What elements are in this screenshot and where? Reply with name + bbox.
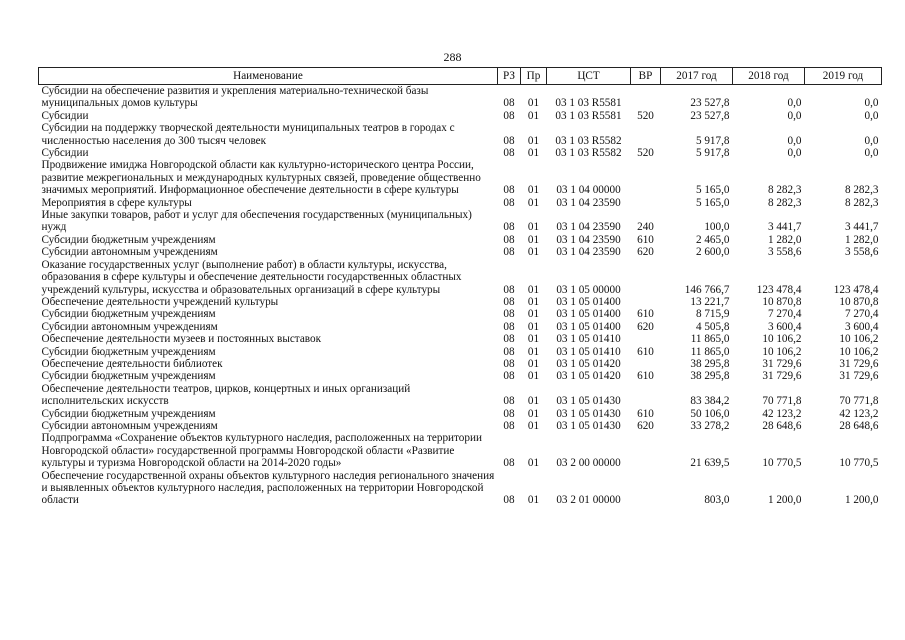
row-name: Субсидии на поддержку творческой деятельности муниципальных театров в городах с численностью населения до 300 тысяч человек (41, 122, 455, 147)
row-rz: 08 (503, 184, 515, 197)
row-name: Обеспечение деятельности учреждений культуры (41, 295, 279, 308)
row-value-2018: 3 441,7 (767, 221, 802, 234)
row-rz: 08 (503, 457, 515, 470)
row-vr (631, 383, 661, 408)
row-value-2017: 5 165,0 (695, 184, 730, 197)
row-value-2018: 42 123,2 (762, 407, 802, 420)
row-value-2018: 31 729,6 (762, 370, 802, 383)
table-row (39, 370, 882, 382)
row-cst: 03 1 03 R5582 (555, 147, 622, 160)
row-cst: 03 1 04 23590 (556, 246, 621, 259)
row-value-2019: 0,0 (864, 147, 879, 160)
table-row (39, 110, 882, 122)
row-name: Иные закупки товаров, работ и услуг для обеспечения государственных (муниципальных) нужд (41, 209, 472, 234)
row-rz: 08 (503, 246, 515, 259)
row-value-2019: 0,0 (864, 97, 879, 110)
row-vr (631, 259, 661, 296)
row-vr: 610 (637, 233, 654, 246)
row-name: Субсидии бюджетным учреждениям (41, 233, 216, 246)
row-value-2018: 0,0 (787, 134, 802, 147)
row-vr (631, 470, 661, 507)
row-rz: 08 (503, 345, 515, 358)
row-pr: 01 (527, 320, 540, 333)
row-value-2019: 28 648,6 (839, 419, 879, 432)
row-cst: 03 1 05 00000 (556, 283, 621, 296)
row-cst: 03 1 05 01400 (556, 320, 621, 333)
row-vr (631, 159, 661, 196)
table-row (39, 234, 882, 246)
row-cst: 03 2 00 00000 (556, 457, 621, 470)
row-value-2019: 8 282,3 (844, 196, 879, 209)
row-name: Обеспечение деятельности библиотек (41, 357, 223, 370)
row-value-2018: 10 770,5 (762, 457, 802, 470)
table-row (39, 197, 882, 209)
row-rz: 08 (503, 357, 515, 370)
row-value-2018: 1 282,0 (767, 233, 802, 246)
row-vr: 610 (637, 308, 654, 321)
row-value-2018: 10 106,2 (762, 345, 802, 358)
row-cst: 03 1 05 01410 (556, 333, 621, 346)
row-value-2017: 50 106,0 (690, 407, 730, 420)
row-pr: 01 (527, 357, 540, 370)
row-name: Обеспечение деятельности музеев и постоянных выставок (41, 333, 322, 346)
row-name: Субсидии (41, 147, 89, 160)
row-value-2018: 10 106,2 (762, 333, 802, 346)
row-pr: 01 (527, 109, 540, 122)
table-row (39, 321, 882, 333)
row-name: Субсидии автономным учреждениям (41, 246, 218, 259)
row-pr: 01 (527, 370, 540, 383)
row-value-2018: 7 270,4 (767, 308, 802, 321)
row-pr: 01 (527, 308, 540, 321)
row-vr: 620 (637, 419, 654, 432)
row-rz: 08 (503, 308, 515, 321)
row-cst: 03 1 03 R5581 (555, 109, 622, 122)
row-pr: 01 (527, 295, 540, 308)
row-pr: 01 (527, 283, 540, 296)
row-vr (631, 432, 661, 469)
row-name: Обеспечение государственной охраны объектов культурного наследия регионального значения и выявленных объектов культурного наследия, расположенных на территории Новгородской области (41, 469, 495, 507)
row-rz: 08 (503, 97, 515, 110)
row-pr: 01 (527, 345, 540, 358)
row-pr: 01 (527, 419, 540, 432)
row-cst: 03 1 05 01420 (556, 370, 621, 383)
row-value-2017: 2 465,0 (695, 233, 730, 246)
row-value-2019: 123 478,4 (833, 283, 879, 296)
row-value-2019: 3 441,7 (844, 221, 879, 234)
row-name: Субсидии автономным учреждениям (41, 419, 218, 432)
row-value-2019: 3 558,6 (844, 246, 879, 259)
row-pr: 01 (527, 407, 540, 420)
row-value-2018: 3 558,6 (767, 246, 802, 259)
row-rz: 08 (503, 147, 515, 160)
row-value-2019: 31 729,6 (839, 370, 879, 383)
row-name: Субсидии бюджетным учреждениям (41, 345, 216, 358)
row-value-2019: 1 200,0 (844, 494, 879, 507)
row-value-2017: 23 527,8 (690, 97, 730, 110)
row-pr: 01 (527, 233, 540, 246)
row-value-2018: 0,0 (787, 147, 802, 160)
table-row (39, 85, 882, 110)
row-vr: 610 (637, 345, 654, 358)
column-header-2017: 2017 год (661, 68, 733, 85)
row-pr: 01 (527, 184, 540, 197)
row-name: Субсидии автономным учреждениям (41, 320, 218, 333)
row-cst: 03 1 05 01400 (556, 295, 621, 308)
row-pr: 01 (527, 494, 540, 507)
table-row (39, 470, 882, 507)
row-cst: 03 1 04 00000 (556, 184, 621, 197)
row-value-2019: 0,0 (864, 134, 879, 147)
row-value-2017: 803,0 (704, 494, 730, 507)
row-pr: 01 (527, 134, 540, 147)
table-header (39, 68, 882, 85)
row-value-2019: 1 282,0 (844, 233, 879, 246)
column-header-pr: Пр (521, 68, 547, 85)
row-value-2017: 4 505,8 (695, 320, 730, 333)
row-cst: 03 1 05 01430 (556, 419, 621, 432)
row-cst: 03 1 04 23590 (556, 221, 621, 234)
row-pr: 01 (527, 221, 540, 234)
row-value-2019: 8 282,3 (844, 184, 879, 197)
row-value-2017: 100,0 (704, 221, 730, 234)
page-number: 288 (443, 50, 462, 64)
row-vr (631, 296, 661, 308)
row-name: Субсидии на обеспечение развития и укрепления материально-технической базы муниципальных домов культуры (41, 85, 429, 110)
column-header-2018: 2018 год (733, 68, 805, 85)
row-name: Субсидии бюджетным учреждениям (41, 407, 216, 420)
row-value-2019: 10 870,8 (839, 295, 879, 308)
row-cst: 03 1 04 23590 (556, 196, 621, 209)
table-row (39, 358, 882, 370)
table-row (39, 333, 882, 345)
row-value-2019: 42 123,2 (839, 407, 879, 420)
row-value-2017: 21 639,5 (690, 457, 730, 470)
row-value-2018: 28 648,6 (762, 419, 802, 432)
row-value-2018: 31 729,6 (762, 357, 802, 370)
row-vr (631, 85, 661, 110)
row-rz: 08 (503, 419, 515, 432)
row-name: Продвижение имиджа Новгородской области как культурно-исторического центра России, развитие межрегиональных и международных культурных связей, проведение общественно значимых мероприятий. Информационное обеспечение деятельности в сфере культуры (41, 159, 481, 197)
row-rz: 08 (503, 407, 515, 420)
row-value-2018: 3 600,4 (767, 320, 802, 333)
row-value-2019: 0,0 (864, 109, 879, 122)
column-header-rz: РЗ (498, 68, 521, 85)
column-header-vr: ВР (631, 68, 661, 85)
table-row (39, 308, 882, 320)
row-value-2017: 11 865,0 (690, 333, 730, 346)
row-value-2017: 33 278,2 (690, 419, 730, 432)
row-cst: 03 1 05 01420 (556, 357, 621, 370)
row-rz: 08 (503, 283, 515, 296)
row-value-2017: 8 715,9 (695, 308, 730, 321)
row-vr: 620 (637, 320, 654, 333)
row-value-2018: 8 282,3 (767, 196, 802, 209)
row-value-2019: 10 106,2 (839, 333, 879, 346)
row-cst: 03 1 04 23590 (556, 233, 621, 246)
row-pr: 01 (527, 333, 540, 346)
row-cst: 03 2 01 00000 (556, 494, 621, 507)
row-rz: 08 (503, 196, 515, 209)
row-value-2018: 0,0 (787, 109, 802, 122)
table-row (39, 122, 882, 147)
row-rz: 08 (503, 134, 515, 147)
row-name: Субсидии бюджетным учреждениям (41, 308, 216, 321)
header-row (39, 68, 882, 85)
row-value-2017: 38 295,8 (690, 357, 730, 370)
row-value-2018: 0,0 (787, 97, 802, 110)
row-cst: 03 1 05 01400 (556, 308, 621, 321)
row-rz: 08 (503, 221, 515, 234)
table-row (39, 346, 882, 358)
row-name: Мероприятия в сфере культуры (41, 196, 192, 209)
row-pr: 01 (527, 196, 540, 209)
row-value-2017: 38 295,8 (690, 370, 730, 383)
row-rz: 08 (503, 295, 515, 308)
row-value-2017: 5 917,8 (695, 134, 730, 147)
row-value-2019: 3 600,4 (844, 320, 879, 333)
row-value-2019: 31 729,6 (839, 357, 879, 370)
row-value-2018: 70 771,8 (762, 395, 802, 408)
row-name: Подпрограмма «Сохранение объектов культурного наследия, расположенных на территории Новгородской области» государственной программы Новгородской области «Развитие культуры и туризма Новгородской области на 2014-2020 годы» (41, 432, 482, 470)
table-row (39, 246, 882, 258)
column-header-name: Наименование (39, 68, 498, 85)
row-cst: 03 1 03 R5582 (555, 134, 622, 147)
row-name: Субсидии (41, 109, 89, 122)
table-row (39, 432, 882, 469)
row-vr (631, 197, 661, 209)
row-cst: 03 1 05 01430 (556, 407, 621, 420)
table-row (39, 420, 882, 432)
row-value-2017: 13 221,7 (690, 295, 730, 308)
row-value-2019: 70 771,8 (839, 395, 879, 408)
row-name: Обеспечение деятельности театров, цирков, концертных и иных организаций исполнительских искусств (41, 382, 411, 408)
row-value-2018: 123 478,4 (756, 283, 802, 296)
row-value-2017: 146 766,7 (684, 283, 730, 296)
row-value-2018: 1 200,0 (767, 494, 802, 507)
row-rz: 08 (503, 494, 515, 507)
row-rz: 08 (503, 395, 515, 408)
row-cst: 03 1 05 01430 (556, 395, 621, 408)
column-header-cst: ЦСТ (547, 68, 631, 85)
row-vr (631, 122, 661, 147)
row-value-2017: 83 384,2 (690, 395, 730, 408)
row-vr (631, 358, 661, 370)
table-body (39, 85, 882, 507)
row-vr: 520 (637, 109, 654, 122)
row-value-2019: 7 270,4 (844, 308, 879, 321)
row-name: Оказание государственных услуг (выполнение работ) в области культуры, искусства, образования в сфере культуры и обеспечение деятельности государственных областных учреждений культуры, искусства и образовательных организаций в сфере культуры (41, 258, 462, 296)
row-vr: 610 (637, 407, 654, 420)
row-pr: 01 (527, 147, 540, 160)
row-vr: 520 (637, 147, 654, 160)
row-pr: 01 (527, 97, 540, 110)
row-rz: 08 (503, 333, 515, 346)
row-vr: 240 (637, 221, 654, 234)
row-value-2019: 10 770,5 (839, 457, 879, 470)
table-row (39, 296, 882, 308)
table-row (39, 383, 882, 408)
row-vr: 620 (637, 246, 654, 259)
table-row (39, 147, 882, 159)
row-value-2018: 8 282,3 (767, 184, 802, 197)
row-rz: 08 (503, 320, 515, 333)
row-pr: 01 (527, 395, 540, 408)
row-pr: 01 (527, 457, 540, 470)
row-rz: 08 (503, 370, 515, 383)
row-value-2019: 10 106,2 (839, 345, 879, 358)
table-row (39, 259, 882, 296)
table-row (39, 408, 882, 420)
row-value-2018: 10 870,8 (762, 295, 802, 308)
row-value-2017: 11 865,0 (690, 345, 730, 358)
table-row (39, 209, 882, 234)
budget-table (38, 67, 882, 507)
column-header-2019: 2019 год (805, 68, 882, 85)
row-name: Субсидии бюджетным учреждениям (41, 370, 216, 383)
row-pr: 01 (527, 246, 540, 259)
row-rz: 08 (503, 109, 515, 122)
row-cst: 03 1 05 01410 (556, 345, 621, 358)
row-cst: 03 1 03 R5581 (555, 97, 622, 110)
row-value-2017: 2 600,0 (695, 246, 730, 259)
row-vr (631, 333, 661, 345)
row-rz: 08 (503, 233, 515, 246)
row-value-2017: 23 527,8 (690, 109, 730, 122)
table-row (39, 159, 882, 196)
row-value-2017: 5 917,8 (695, 147, 730, 160)
row-vr: 610 (637, 370, 654, 383)
row-value-2017: 5 165,0 (695, 196, 730, 209)
